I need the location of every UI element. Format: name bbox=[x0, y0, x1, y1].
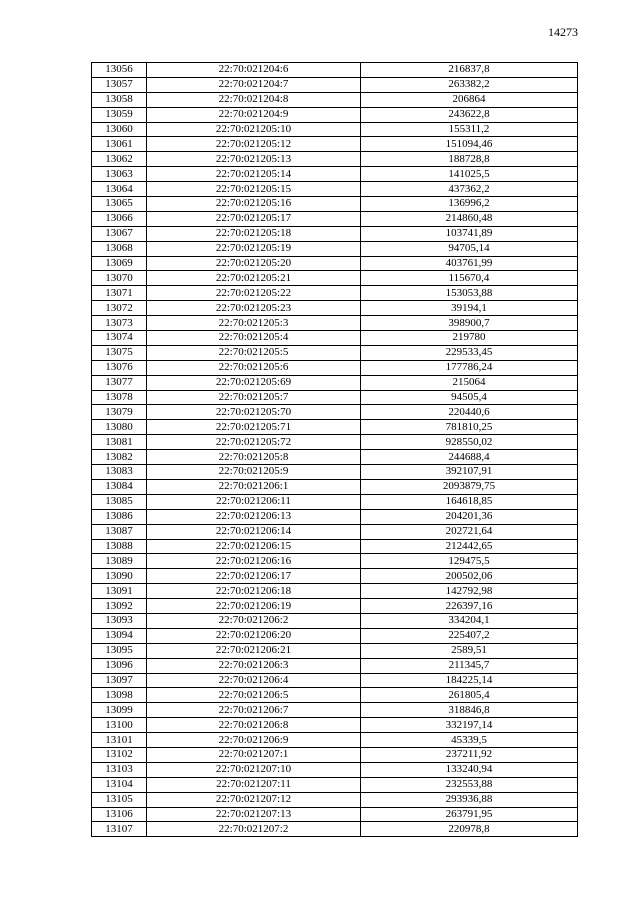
row-number-cell: 13058 bbox=[92, 92, 147, 107]
row-number-cell: 13094 bbox=[92, 628, 147, 643]
row-number-cell: 13056 bbox=[92, 63, 147, 78]
cadastral-number-cell: 22:70:021205:14 bbox=[147, 167, 361, 182]
cadastral-number-cell: 22:70:021204:9 bbox=[147, 107, 361, 122]
cadastral-number-cell: 22:70:021205:3 bbox=[147, 316, 361, 331]
table-row bbox=[92, 747, 578, 762]
row-number-cell: 13061 bbox=[92, 137, 147, 152]
row-number-cell: 13085 bbox=[92, 494, 147, 509]
row-number-cell: 13097 bbox=[92, 673, 147, 688]
value-cell: 94505,4 bbox=[361, 390, 578, 405]
table-row bbox=[92, 703, 578, 718]
cadastral-number-cell: 22:70:021207:12 bbox=[147, 792, 361, 807]
row-number-cell: 13098 bbox=[92, 688, 147, 703]
cadastral-number-cell: 22:70:021205:19 bbox=[147, 241, 361, 256]
value-cell: 293936,88 bbox=[361, 792, 578, 807]
cadastral-number-cell: 22:70:021205:20 bbox=[147, 256, 361, 271]
table-row bbox=[92, 137, 578, 152]
value-cell: 226397,16 bbox=[361, 599, 578, 614]
table-row bbox=[92, 420, 578, 435]
row-number-cell: 13065 bbox=[92, 197, 147, 212]
value-cell: 142792,98 bbox=[361, 584, 578, 599]
value-cell: 133240,94 bbox=[361, 762, 578, 777]
value-cell: 398900,7 bbox=[361, 316, 578, 331]
value-cell: 220978,8 bbox=[361, 822, 578, 837]
row-number-cell: 13067 bbox=[92, 226, 147, 241]
row-number-cell: 13070 bbox=[92, 271, 147, 286]
cadastral-number-cell: 22:70:021205:72 bbox=[147, 435, 361, 450]
registry-table bbox=[91, 62, 578, 837]
table-row bbox=[92, 613, 578, 628]
row-number-cell: 13088 bbox=[92, 539, 147, 554]
cadastral-number-cell: 22:70:021204:6 bbox=[147, 63, 361, 78]
cadastral-number-cell: 22:70:021205:4 bbox=[147, 331, 361, 346]
table-row bbox=[92, 569, 578, 584]
table-row bbox=[92, 479, 578, 494]
table-row bbox=[92, 688, 578, 703]
value-cell: 334204,1 bbox=[361, 613, 578, 628]
table-row bbox=[92, 286, 578, 301]
table-row bbox=[92, 301, 578, 316]
table-row bbox=[92, 77, 578, 92]
row-number-cell: 13090 bbox=[92, 569, 147, 584]
table-row bbox=[92, 584, 578, 599]
cadastral-number-cell: 22:70:021205:10 bbox=[147, 122, 361, 137]
row-number-cell: 13107 bbox=[92, 822, 147, 837]
value-cell: 403761,99 bbox=[361, 256, 578, 271]
cadastral-number-cell: 22:70:021205:17 bbox=[147, 211, 361, 226]
value-cell: 177786,24 bbox=[361, 360, 578, 375]
cadastral-number-cell: 22:70:021205:7 bbox=[147, 390, 361, 405]
row-number-cell: 13066 bbox=[92, 211, 147, 226]
value-cell: 261805,4 bbox=[361, 688, 578, 703]
table-row bbox=[92, 733, 578, 748]
table-row bbox=[92, 226, 578, 241]
value-cell: 184225,14 bbox=[361, 673, 578, 688]
cadastral-number-cell: 22:70:021207:1 bbox=[147, 747, 361, 762]
table-row bbox=[92, 762, 578, 777]
row-number-cell: 13089 bbox=[92, 554, 147, 569]
cadastral-number-cell: 22:70:021206:18 bbox=[147, 584, 361, 599]
cadastral-number-cell: 22:70:021206:13 bbox=[147, 509, 361, 524]
row-number-cell: 13099 bbox=[92, 703, 147, 718]
table-row bbox=[92, 405, 578, 420]
table-row bbox=[92, 599, 578, 614]
row-number-cell: 13104 bbox=[92, 777, 147, 792]
value-cell: 155311,2 bbox=[361, 122, 578, 137]
cadastral-number-cell: 22:70:021206:20 bbox=[147, 628, 361, 643]
table-row bbox=[92, 792, 578, 807]
value-cell: 2589,51 bbox=[361, 643, 578, 658]
table-row bbox=[92, 122, 578, 137]
cadastral-number-cell: 22:70:021206:8 bbox=[147, 718, 361, 733]
table-row bbox=[92, 256, 578, 271]
value-cell: 332197,14 bbox=[361, 718, 578, 733]
table-row bbox=[92, 316, 578, 331]
cadastral-number-cell: 22:70:021206:17 bbox=[147, 569, 361, 584]
cadastral-number-cell: 22:70:021206:11 bbox=[147, 494, 361, 509]
table-row bbox=[92, 345, 578, 360]
row-number-cell: 13082 bbox=[92, 450, 147, 465]
value-cell: 263791,95 bbox=[361, 807, 578, 822]
table-row bbox=[92, 107, 578, 122]
cadastral-number-cell: 22:70:021206:4 bbox=[147, 673, 361, 688]
row-number-cell: 13084 bbox=[92, 479, 147, 494]
table-row bbox=[92, 524, 578, 539]
cadastral-number-cell: 22:70:021206:2 bbox=[147, 613, 361, 628]
table-row bbox=[92, 182, 578, 197]
table-row bbox=[92, 465, 578, 480]
cadastral-number-cell: 22:70:021205:13 bbox=[147, 152, 361, 167]
table-row bbox=[92, 331, 578, 346]
table-row bbox=[92, 822, 578, 837]
cadastral-number-cell: 22:70:021205:9 bbox=[147, 465, 361, 480]
row-number-cell: 13069 bbox=[92, 256, 147, 271]
cadastral-number-cell: 22:70:021206:7 bbox=[147, 703, 361, 718]
cadastral-number-cell: 22:70:021205:5 bbox=[147, 345, 361, 360]
value-cell: 136996,2 bbox=[361, 197, 578, 212]
cadastral-number-cell: 22:70:021205:21 bbox=[147, 271, 361, 286]
row-number-cell: 13060 bbox=[92, 122, 147, 137]
value-cell: 781810,25 bbox=[361, 420, 578, 435]
table-row bbox=[92, 643, 578, 658]
row-number-cell: 13063 bbox=[92, 167, 147, 182]
cadastral-number-cell: 22:70:021204:7 bbox=[147, 77, 361, 92]
value-cell: 2093879,75 bbox=[361, 479, 578, 494]
cadastral-number-cell: 22:70:021205:16 bbox=[147, 197, 361, 212]
table-row bbox=[92, 63, 578, 78]
row-number-cell: 13081 bbox=[92, 435, 147, 450]
table-row bbox=[92, 777, 578, 792]
value-cell: 39194,1 bbox=[361, 301, 578, 316]
value-cell: 215064 bbox=[361, 375, 578, 390]
cadastral-number-cell: 22:70:021206:14 bbox=[147, 524, 361, 539]
value-cell: 151094,46 bbox=[361, 137, 578, 152]
table-row bbox=[92, 92, 578, 107]
value-cell: 225407,2 bbox=[361, 628, 578, 643]
value-cell: 115670,4 bbox=[361, 271, 578, 286]
value-cell: 392107,91 bbox=[361, 465, 578, 480]
value-cell: 928550,02 bbox=[361, 435, 578, 450]
row-number-cell: 13059 bbox=[92, 107, 147, 122]
cadastral-number-cell: 22:70:021207:13 bbox=[147, 807, 361, 822]
value-cell: 45339,5 bbox=[361, 733, 578, 748]
value-cell: 200502,06 bbox=[361, 569, 578, 584]
row-number-cell: 13062 bbox=[92, 152, 147, 167]
value-cell: 243622,8 bbox=[361, 107, 578, 122]
value-cell: 216837,8 bbox=[361, 63, 578, 78]
value-cell: 129475,5 bbox=[361, 554, 578, 569]
registry-table-body bbox=[92, 63, 578, 837]
row-number-cell: 13086 bbox=[92, 509, 147, 524]
table-row bbox=[92, 509, 578, 524]
row-number-cell: 13074 bbox=[92, 331, 147, 346]
row-number-cell: 13102 bbox=[92, 747, 147, 762]
table-row bbox=[92, 435, 578, 450]
cadastral-number-cell: 22:70:021206:16 bbox=[147, 554, 361, 569]
row-number-cell: 13080 bbox=[92, 420, 147, 435]
row-number-cell: 13068 bbox=[92, 241, 147, 256]
value-cell: 229533,45 bbox=[361, 345, 578, 360]
cadastral-number-cell: 22:70:021205:71 bbox=[147, 420, 361, 435]
row-number-cell: 13057 bbox=[92, 77, 147, 92]
row-number-cell: 13103 bbox=[92, 762, 147, 777]
row-number-cell: 13077 bbox=[92, 375, 147, 390]
cadastral-number-cell: 22:70:021205:6 bbox=[147, 360, 361, 375]
value-cell: 237211,92 bbox=[361, 747, 578, 762]
value-cell: 263382,2 bbox=[361, 77, 578, 92]
table-row bbox=[92, 450, 578, 465]
table-row bbox=[92, 197, 578, 212]
cadastral-number-cell: 22:70:021206:3 bbox=[147, 658, 361, 673]
cadastral-number-cell: 22:70:021205:70 bbox=[147, 405, 361, 420]
table-row bbox=[92, 271, 578, 286]
table-row bbox=[92, 167, 578, 182]
row-number-cell: 13071 bbox=[92, 286, 147, 301]
row-number-cell: 13083 bbox=[92, 465, 147, 480]
row-number-cell: 13093 bbox=[92, 613, 147, 628]
table-row bbox=[92, 539, 578, 554]
value-cell: 318846,8 bbox=[361, 703, 578, 718]
row-number-cell: 13072 bbox=[92, 301, 147, 316]
table-row bbox=[92, 375, 578, 390]
table-row bbox=[92, 390, 578, 405]
row-number-cell: 13075 bbox=[92, 345, 147, 360]
cadastral-number-cell: 22:70:021205:23 bbox=[147, 301, 361, 316]
table-row bbox=[92, 152, 578, 167]
table-row bbox=[92, 360, 578, 375]
value-cell: 153053,88 bbox=[361, 286, 578, 301]
value-cell: 94705,14 bbox=[361, 241, 578, 256]
cadastral-number-cell: 22:70:021207:11 bbox=[147, 777, 361, 792]
row-number-cell: 13079 bbox=[92, 405, 147, 420]
cadastral-number-cell: 22:70:021205:15 bbox=[147, 182, 361, 197]
table-row bbox=[92, 554, 578, 569]
cadastral-number-cell: 22:70:021204:8 bbox=[147, 92, 361, 107]
cadastral-number-cell: 22:70:021205:8 bbox=[147, 450, 361, 465]
value-cell: 164618,85 bbox=[361, 494, 578, 509]
value-cell: 214860,48 bbox=[361, 211, 578, 226]
table-row bbox=[92, 241, 578, 256]
cadastral-number-cell: 22:70:021206:15 bbox=[147, 539, 361, 554]
value-cell: 188728,8 bbox=[361, 152, 578, 167]
row-number-cell: 13087 bbox=[92, 524, 147, 539]
cadastral-number-cell: 22:70:021206:19 bbox=[147, 599, 361, 614]
cadastral-number-cell: 22:70:021206:1 bbox=[147, 479, 361, 494]
value-cell: 437362,2 bbox=[361, 182, 578, 197]
table-row bbox=[92, 211, 578, 226]
value-cell: 212442,65 bbox=[361, 539, 578, 554]
cadastral-number-cell: 22:70:021205:18 bbox=[147, 226, 361, 241]
value-cell: 206864 bbox=[361, 92, 578, 107]
cadastral-number-cell: 22:70:021207:10 bbox=[147, 762, 361, 777]
row-number-cell: 13105 bbox=[92, 792, 147, 807]
cadastral-number-cell: 22:70:021205:22 bbox=[147, 286, 361, 301]
row-number-cell: 13064 bbox=[92, 182, 147, 197]
value-cell: 232553,88 bbox=[361, 777, 578, 792]
cadastral-number-cell: 22:70:021205:69 bbox=[147, 375, 361, 390]
row-number-cell: 13100 bbox=[92, 718, 147, 733]
cadastral-number-cell: 22:70:021206:21 bbox=[147, 643, 361, 658]
table-row bbox=[92, 658, 578, 673]
row-number-cell: 13078 bbox=[92, 390, 147, 405]
page-number: 14273 bbox=[548, 25, 578, 39]
row-number-cell: 13095 bbox=[92, 643, 147, 658]
value-cell: 103741,89 bbox=[361, 226, 578, 241]
table-row bbox=[92, 628, 578, 643]
row-number-cell: 13091 bbox=[92, 584, 147, 599]
row-number-cell: 13096 bbox=[92, 658, 147, 673]
cadastral-number-cell: 22:70:021205:12 bbox=[147, 137, 361, 152]
row-number-cell: 13076 bbox=[92, 360, 147, 375]
cadastral-number-cell: 22:70:021206:9 bbox=[147, 733, 361, 748]
value-cell: 211345,7 bbox=[361, 658, 578, 673]
cadastral-number-cell: 22:70:021206:5 bbox=[147, 688, 361, 703]
value-cell: 202721,64 bbox=[361, 524, 578, 539]
table-row bbox=[92, 494, 578, 509]
row-number-cell: 13092 bbox=[92, 599, 147, 614]
value-cell: 204201,36 bbox=[361, 509, 578, 524]
row-number-cell: 13106 bbox=[92, 807, 147, 822]
value-cell: 244688,4 bbox=[361, 450, 578, 465]
table-row bbox=[92, 718, 578, 733]
cadastral-number-cell: 22:70:021207:2 bbox=[147, 822, 361, 837]
table-row bbox=[92, 673, 578, 688]
value-cell: 220440,6 bbox=[361, 405, 578, 420]
value-cell: 141025,5 bbox=[361, 167, 578, 182]
value-cell: 219780 bbox=[361, 331, 578, 346]
table-row bbox=[92, 807, 578, 822]
row-number-cell: 13073 bbox=[92, 316, 147, 331]
row-number-cell: 13101 bbox=[92, 733, 147, 748]
